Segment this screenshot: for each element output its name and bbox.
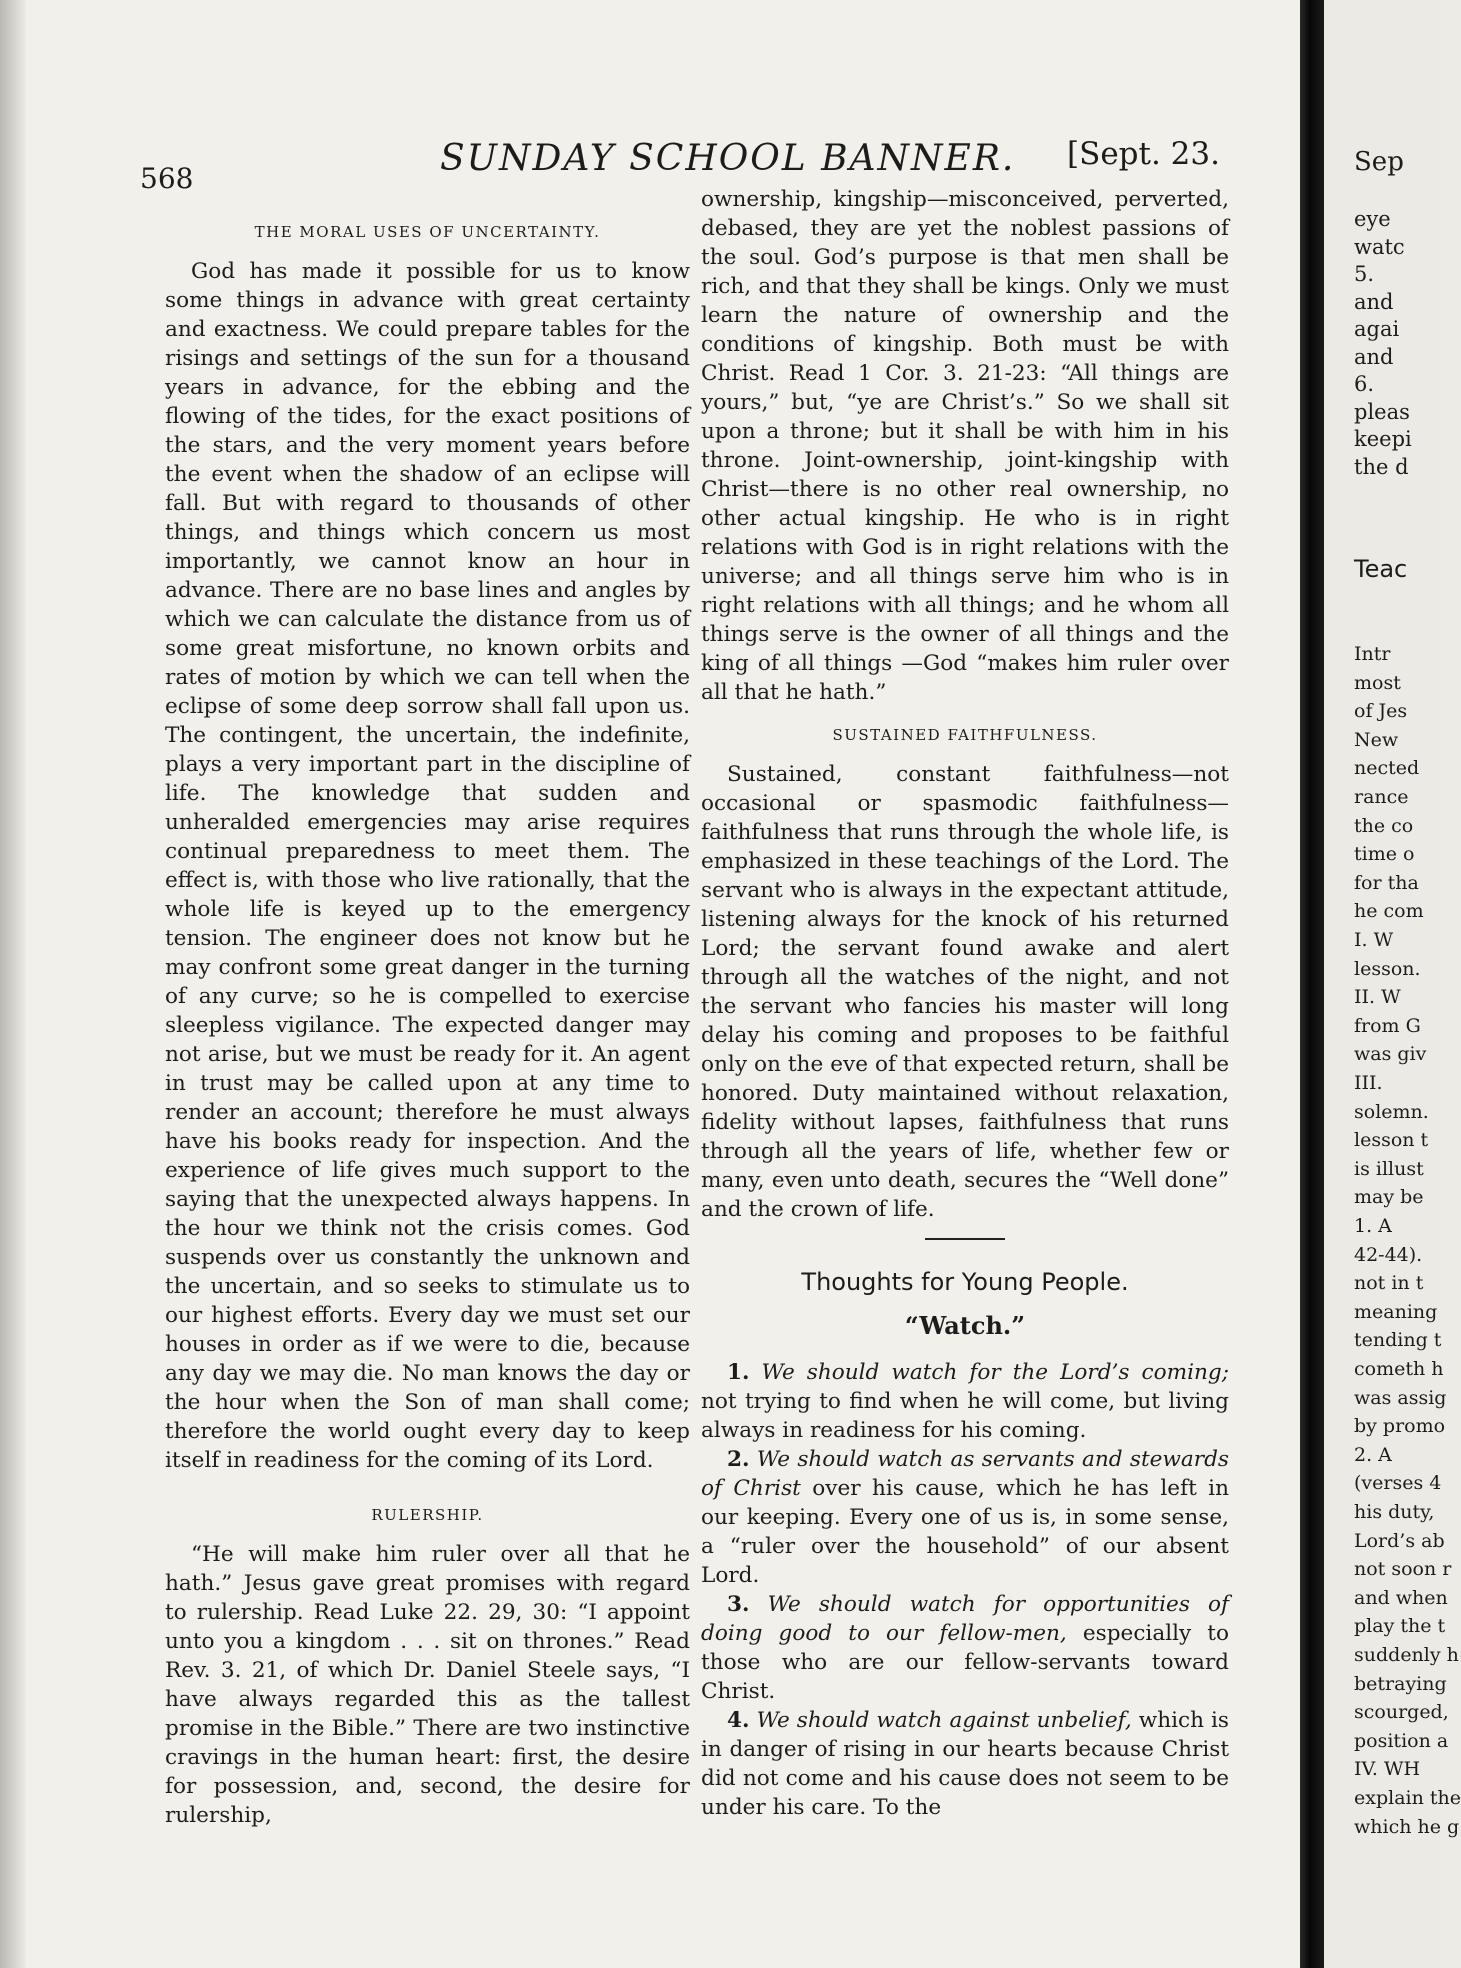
section-title-uncertainty: THE MORAL USES OF UNCERTAINTY. (254, 223, 601, 241)
facing-text-fragment: agai (1354, 317, 1400, 341)
facing-text-fragment: and (1354, 344, 1394, 369)
facing-text-fragment: his duty, (1354, 1501, 1435, 1523)
facing-text-fragment: keepi (1354, 427, 1412, 451)
facing-text-fragment: New (1354, 728, 1399, 751)
section-text-uncertainty: God has made it possible for us to know some things in advance with great certainty and exactness. We could prepare tables for the risings and settings of the sun for a thousand years in advance, for the ebbing and the flowing of the tides, for the exact positions of the stars, and the very moment years before the event when the shadow of an eclipse will fall. But with regard to thousands of other things, and things which concern us most importantly, we cannot know an hour in advance. There are no base lines and angles by which we can calculate the distance from us of some great misfortune, no known orbits and rates of motion by which we can tell when the eclipse of some deep sorrow shall fall upon us. The contingent, the uncertain, the indefinite, plays a very important part in the discipline of life. The knowledge that sudden and unheralded emergencies may arise requires continual preparedness to meet them. The effect is, with those who live rationally, that the whole life is keyed up to the emergency tension. The engineer does not know but he may confront some great danger in the turning of any curve; so he is compelled to exercise sleepless vigilance. The expected danger may not arise, but we must be ready for it. An agent in trust may be called upon at any time to render an account; therefore he must always have his books ready for inspection. And the experience of life gives much support to the saying that the unexpected always happens. In the hour we think not the crisis comes. God suspends over us constantly the unknown and the uncertain, and so seeks to stimulate us to our highest efforts. Every day we must set our houses in order as if we were to die, because any day we may die. No man knows the day or the hour when the Son of man shall come; therefore the world ought every day to keep itself in readiness for the coming of its Lord. (165, 259, 690, 1473)
facing-text-fragment: II. W (1354, 986, 1401, 1009)
issue-date: [Sept. 23. (1067, 136, 1220, 172)
facing-text-fragment: tending t (1354, 1329, 1442, 1352)
facing-text-fragment: Intr (1354, 643, 1391, 665)
facing-text-fragment: pleas (1354, 399, 1410, 424)
book-gutter (1300, 0, 1324, 1968)
right-column (701, 185, 1229, 1905)
facing-text-fragment: lesson t (1354, 1129, 1429, 1152)
facing-text-fragment: is illust (1354, 1157, 1424, 1180)
publication-title: SUNDAY SCHOOL BANNER. (440, 138, 1016, 179)
facing-text-fragment: III. (1354, 1072, 1383, 1094)
facing-text-fragment: position a (1354, 1729, 1449, 1752)
facing-text-fragment: from G (1354, 1014, 1421, 1037)
facing-text-fragment: cometh h (1354, 1358, 1444, 1380)
page-number: 568 (140, 162, 194, 195)
list-item: 3. We should watch for opportunities of doing good to our fellow-men, especially to those who are our fellow-servants toward Christ. (701, 1592, 1229, 1704)
facing-text-fragment: 42-44). (1354, 1243, 1423, 1266)
facing-text-fragment: (verses 4 (1354, 1472, 1442, 1495)
section-title-faithfulness: SUSTAINED FAITHFULNESS. (832, 726, 1098, 744)
facing-text-fragment: 2. A (1354, 1443, 1392, 1466)
facing-text-fragment: explain the (1354, 1787, 1461, 1809)
facing-text-fragment: Lord’s ab (1354, 1529, 1445, 1552)
section-text-rulership: “He will make him ruler over all that he hath.” Jesus gave great promises with regard to rulership. Read Luke 22. 29, 30: “I appoint unto you a kingdom . . . sit on thrones.” Read Rev. 3. 21, of which Dr. Daniel Steele says, “I have always regarded this as the tallest promise in the Bible.” There are two instinctive cravings in the human heart: first, the desire for possession, and, second, the desire for rulership, (165, 1542, 690, 1828)
facing-text-fragment: nected (1354, 757, 1420, 780)
facing-text-fragment: was assig (1354, 1386, 1447, 1409)
section-divider (925, 1238, 1005, 1240)
facing-text-fragment: eye (1354, 207, 1391, 231)
facing-text-fragment: 1. A (1354, 1215, 1392, 1237)
thoughts-list (701, 1358, 1229, 1822)
facing-text-fragment: 6. (1354, 372, 1375, 396)
facing-text-fragment: the co (1354, 814, 1414, 837)
facing-header: Sep (1354, 147, 1404, 177)
facing-text-fragment: he com (1354, 900, 1424, 923)
section-title-rulership: RULERSHIP. (371, 1506, 484, 1524)
facing-text-fragment: not in t (1354, 1272, 1424, 1295)
thoughts-heading: Thoughts for Young People. (801, 1268, 1129, 1296)
facing-text-fragment: IV. WH (1354, 1758, 1421, 1781)
facing-text-fragment: solemn. (1354, 1100, 1429, 1123)
facing-text-fragment: for tha (1354, 871, 1419, 894)
facing-text-fragment: of Jes (1354, 700, 1408, 723)
facing-page (1324, 0, 1461, 1968)
facing-text-fragment: by promo (1354, 1415, 1446, 1438)
facing-text-fragment: scourged, (1354, 1701, 1449, 1724)
list-item: 2. We should watch as servants and stewards of Christ over his cause, which he has left in our keeping. Every one of us is, in some sense, a “ruler over the household” of our absent Lord. (701, 1447, 1229, 1588)
facing-heading: Teac (1354, 555, 1408, 583)
facing-text-fragment: play the t (1354, 1615, 1446, 1638)
facing-text-fragment: the d (1354, 454, 1409, 479)
facing-text-fragment: betraying (1354, 1672, 1447, 1695)
facing-text-fragment: and when (1354, 1586, 1448, 1609)
watch-heading: “Watch.” (904, 1311, 1026, 1340)
facing-text-fragment: meaning (1354, 1300, 1438, 1323)
page-header (140, 132, 1220, 195)
facing-text-fragment: which he g (1354, 1815, 1460, 1838)
page-left-edge (0, 0, 26, 1968)
facing-text-fragment: was giv (1354, 1043, 1427, 1066)
facing-text-fragment: rance (1354, 786, 1409, 808)
list-item: 1. We should watch for the Lord’s coming; not trying to find when he will come, but living always in readiness for his coming. (701, 1360, 1229, 1443)
facing-text-fragment: lesson. (1354, 957, 1421, 980)
facing-text-fragment: not soon r (1354, 1558, 1452, 1581)
facing-text-fragment: I. W (1354, 929, 1394, 951)
facing-text-fragment: watc (1354, 234, 1405, 259)
facing-text-fragment: 5. (1354, 262, 1375, 286)
facing-text-fragment: may be (1354, 1186, 1424, 1209)
section-text-faithfulness: Sustained, constant faithfulness—not occasional or spasmodic faithfulness—faithfulness that runs through the whole life, is emphasized in these teachings of the Lord. The servant who is always in the expectant attitude, listening always for the knock of his returned Lord; the servant found awake and alert through all the watches of the night, and not the servant who fancies his master will long delay his coming and proposes to be faithful only on the eve of that expected return, shall be honored. Duty maintained without relaxation, fidelity without lapses, faithfulness that runs through all the years of life, whether few or many, even unto death, secures the “Well done” and the crown of life. (701, 762, 1229, 1222)
rulership-continuation: ownership, kingship—misconceived, perverted, debased, they are yet the noblest passions of the soul. God’s purpose is that men shall be rich, and that they shall be kings. Only we must learn the nature of ownership and the conditions of kingship. Both must be with Christ. Read 1 Cor. 3. 21-23: “All things are yours,” but, “ye are Christ’s.” So we shall sit upon a throne; but it shall be with him in his throne. Joint-ownership, joint-kingship with Christ—there is no other real ownership, no other actual kingship. He who is in right relations with God is in right relations with the universe; and all things serve him who is in right relations with all things; and he whom all things serve is the owner of all things and the king of all things —God “makes him ruler over all that he hath.” (701, 187, 1229, 705)
left-column (165, 218, 690, 1938)
facing-text-fragment: and (1354, 289, 1394, 314)
facing-text-fragment: most (1354, 671, 1401, 694)
list-item: 4. We should watch against unbelief, which is in danger of rising in our hearts because Christ did not come and his cause does not seem to be under his care. To the (701, 1708, 1229, 1820)
facing-text-fragment: suddenly h (1354, 1644, 1459, 1666)
facing-text-fragment: time o (1354, 843, 1415, 866)
